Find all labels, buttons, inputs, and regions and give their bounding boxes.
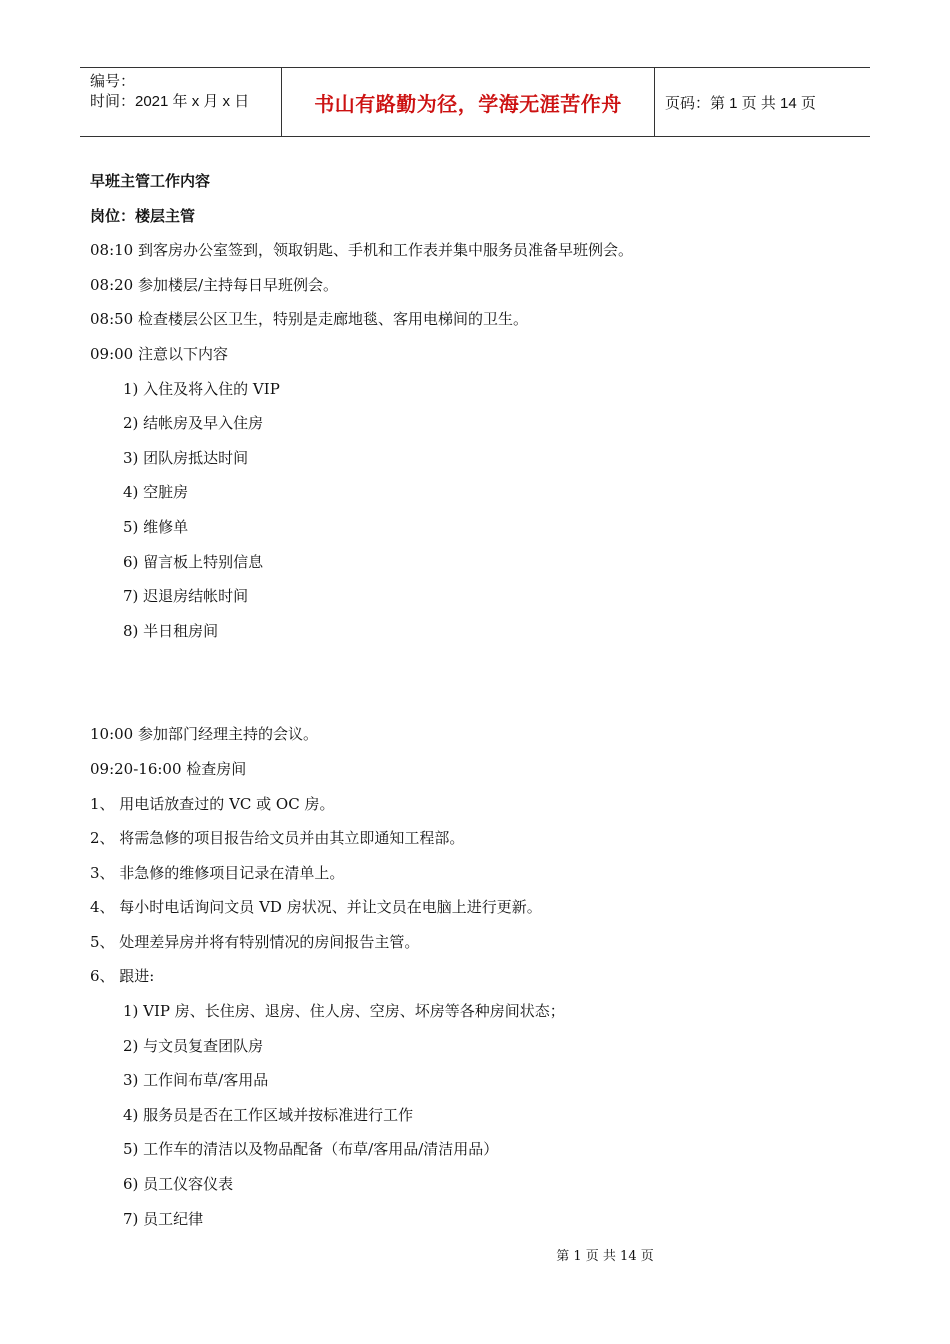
check-item: 4、 每小时电话询问文员 VD 房状况、并让文员在电脑上进行更新。 bbox=[90, 898, 542, 917]
notice-item: 5) 维修单 bbox=[123, 517, 189, 536]
schedule-item: 08:20 参加楼层/主持每日早班例会。 bbox=[90, 275, 339, 294]
follow-item: 5) 工作车的清洁以及物品配备（布草/客用品/清洁用品） bbox=[123, 1140, 499, 1159]
notice-item: 3) 团队房抵达时间 bbox=[123, 448, 249, 467]
notice-item: 7) 迟退房结帐时间 bbox=[123, 587, 249, 606]
notice-item: 4) 空脏房 bbox=[123, 483, 189, 502]
check-item: 6、 跟进: bbox=[90, 967, 155, 986]
follow-item: 3) 工作间布草/客用品 bbox=[123, 1071, 269, 1090]
notice-item: 2) 结帐房及早入住房 bbox=[123, 414, 264, 433]
notice-item: 8) 半日租房间 bbox=[123, 621, 219, 640]
notice-item: 1) 入住及将入住的 VIP bbox=[123, 379, 280, 398]
header-page-info: 页码：第 1 页 共 14 页 bbox=[665, 94, 816, 112]
schedule-item: 08:50 检查楼层公区卫生，特别是走廊地毯、客用电梯间的卫生。 bbox=[90, 310, 528, 329]
header-motto-cell bbox=[282, 68, 655, 136]
schedule-item: 09:00 注意以下内容 bbox=[90, 344, 228, 363]
date-label: 时间：2021 年 x 月 x 日 bbox=[90, 93, 250, 110]
schedule-item: 09:20-16:00 检查房间 bbox=[90, 759, 247, 778]
follow-item: 2) 与文员复查团队房 bbox=[123, 1036, 264, 1055]
follow-item: 1) VIP 房、长住房、退房、住人房、空房、坏房等各种房间状态； bbox=[123, 1002, 565, 1021]
document-body bbox=[90, 166, 870, 1238]
notice-item: 6) 留言板上特别信息 bbox=[123, 552, 264, 571]
document-header bbox=[80, 67, 870, 137]
check-item: 1、 用电话放查过的 VC 或 OC 房。 bbox=[90, 794, 335, 813]
follow-item: 6) 员工仪容仪表 bbox=[123, 1175, 234, 1194]
motto: 书山有路勤为径，学海无涯苦作舟 bbox=[314, 91, 622, 116]
check-item: 3、 非急修的维修项目记录在清单上。 bbox=[90, 863, 345, 882]
serial-label: 编号： bbox=[90, 73, 136, 90]
page-footer: 第 1 页 共 14 页 bbox=[556, 1249, 654, 1264]
header-meta bbox=[80, 68, 282, 136]
position-label: 岗位：楼层主管 bbox=[90, 206, 196, 225]
schedule-item: 10:00 参加部门经理主持的会议。 bbox=[90, 725, 318, 744]
spacer bbox=[90, 650, 870, 719]
document-title: 早班主管工作内容 bbox=[90, 172, 211, 190]
check-item: 5、 处理差异房并将有特别情况的房间报告主管。 bbox=[90, 932, 420, 951]
follow-item: 4) 服务员是否在工作区域并按标准进行工作 bbox=[123, 1105, 414, 1124]
schedule-item: 08:10 到客房办公室签到，领取钥匙、手机和工作表并集中服务员准备早班例会。 bbox=[90, 241, 633, 260]
header-page-cell bbox=[655, 68, 870, 136]
follow-item: 7) 员工纪律 bbox=[123, 1209, 204, 1228]
check-item: 2、 将需急修的项目报告给文员并由其立即通知工程部。 bbox=[90, 829, 465, 848]
